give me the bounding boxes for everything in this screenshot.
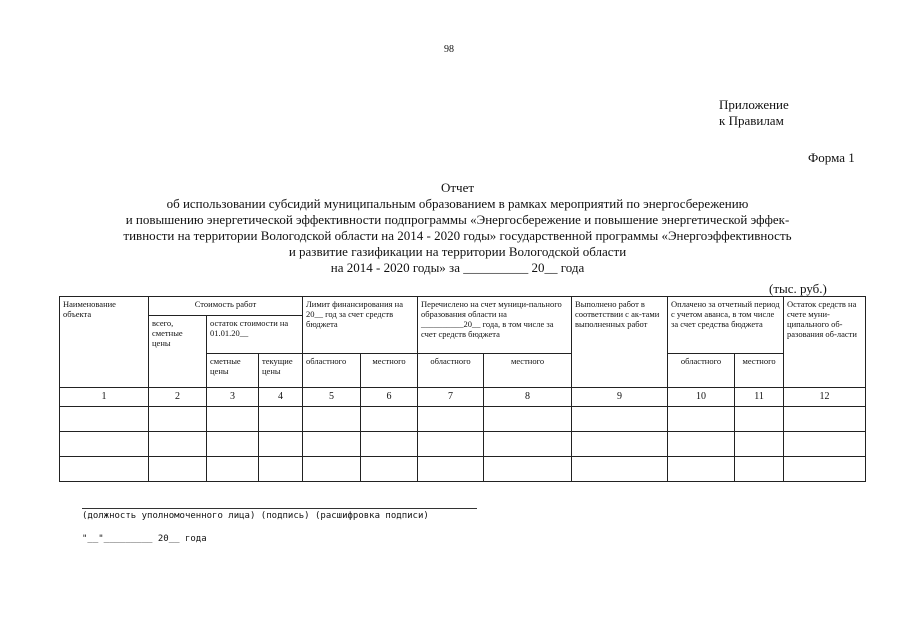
title-line-4: тивности на территории Вологодской области на 2014 - 2020 годы» государственной программы «Энергоэффективность	[123, 228, 792, 243]
table-cell	[572, 407, 668, 432]
header-cost: Стоимость работ	[149, 297, 303, 316]
title-line-3: и повышению энергетической эффективности подпрограммы «Энергосбережение и повышение энергетической эффек-	[125, 212, 790, 227]
col-number: 12	[784, 388, 866, 407]
col-number: 5	[303, 388, 361, 407]
table-cell	[361, 432, 418, 457]
col-number: 7	[418, 388, 484, 407]
table-cell	[149, 432, 207, 457]
header-remaining: Остаток средств на счете муни-ципального об-разования об-ласти	[784, 297, 866, 388]
header-transferred-local: местного	[484, 354, 572, 388]
col-number: 3	[207, 388, 259, 407]
table-cell	[207, 407, 259, 432]
header-limit-local: местного	[361, 354, 418, 388]
table-cell	[361, 407, 418, 432]
header-transferred-regional: областного	[418, 354, 484, 388]
table-row	[60, 407, 866, 432]
col-number: 6	[361, 388, 418, 407]
col-number: 4	[259, 388, 303, 407]
report-title	[70, 180, 845, 276]
table-cell	[259, 457, 303, 482]
table-cell	[735, 457, 784, 482]
table-cell	[60, 457, 149, 482]
header-transferred: Перечислено на счет муници-пального образования области на __________20__ года, в том числе за счет средств бюджета	[418, 297, 572, 354]
title-line-1: Отчет	[440, 180, 475, 195]
col-number: 2	[149, 388, 207, 407]
date-line: "__"_________ 20__ года	[82, 534, 207, 544]
table-cell	[668, 432, 735, 457]
column-number-row	[60, 388, 866, 407]
title-line-6: на 2014 - 2020 годы» за __________ 20__ года	[330, 260, 585, 275]
title-line-5: и развитие газификации на территории Вологодской области	[288, 244, 627, 259]
table-cell	[668, 407, 735, 432]
table-row	[60, 457, 866, 482]
table-cell	[303, 457, 361, 482]
units-label: (тыс. руб.)	[769, 281, 827, 296]
header-limit: Лимит финансирования на 20__ год за счет средств бюджета	[303, 297, 418, 354]
table-cell	[259, 432, 303, 457]
signature-line	[82, 508, 477, 509]
table-cell	[784, 432, 866, 457]
title-line-2: об использовании субсидий муниципальным образованием в рамках мероприятий по энергосбережению	[166, 196, 749, 211]
header-done: Выполнено работ в соответствии с ак-тами выполненных работ	[572, 297, 668, 388]
table-cell	[784, 457, 866, 482]
header-cost-balance: остаток стоимости на 01.01.20__	[207, 316, 303, 354]
table-cell	[149, 457, 207, 482]
col-number: 9	[572, 388, 668, 407]
table-cell	[784, 407, 866, 432]
appendix-line1: Приложение	[719, 97, 789, 112]
table-cell	[484, 457, 572, 482]
table-row	[60, 432, 866, 457]
col-number: 11	[735, 388, 784, 407]
table-cell	[572, 432, 668, 457]
header-cost-total: всего, сметные цены	[149, 316, 207, 388]
header-paid-regional: областного	[668, 354, 735, 388]
col-number: 10	[668, 388, 735, 407]
signature-caption: (должность уполномоченного лица) (подпись) (расшифровка подписи)	[82, 511, 429, 521]
appendix-line2: к Правилам	[719, 113, 784, 128]
table-cell	[207, 457, 259, 482]
table-cell	[418, 457, 484, 482]
header-paid: Оплачено за отчетный период с учетом аванса, в том числе за счет средства бюджета	[668, 297, 784, 354]
table-cell	[572, 457, 668, 482]
table-cell	[207, 432, 259, 457]
table-cell	[484, 407, 572, 432]
form-label: Форма 1	[808, 150, 855, 165]
table-cell	[418, 407, 484, 432]
header-paid-local: местного	[735, 354, 784, 388]
header-current-prices: текущие цены	[259, 354, 303, 388]
table-cell	[361, 457, 418, 482]
col-number: 8	[484, 388, 572, 407]
col-number: 1	[60, 388, 149, 407]
appendix-label	[719, 97, 789, 129]
header-object-name: Наименование объекта	[60, 297, 149, 388]
table-cell	[484, 432, 572, 457]
header-limit-regional: областного	[303, 354, 361, 388]
table-cell	[735, 432, 784, 457]
table-cell	[303, 432, 361, 457]
report-table	[59, 296, 866, 482]
table-cell	[668, 457, 735, 482]
table-cell	[418, 432, 484, 457]
page-number: 98	[444, 44, 454, 55]
table-cell	[735, 407, 784, 432]
table-cell	[303, 407, 361, 432]
table-cell	[60, 407, 149, 432]
table-cell	[259, 407, 303, 432]
table-cell	[149, 407, 207, 432]
header-estimate-prices: сметные цены	[207, 354, 259, 388]
table-cell	[60, 432, 149, 457]
